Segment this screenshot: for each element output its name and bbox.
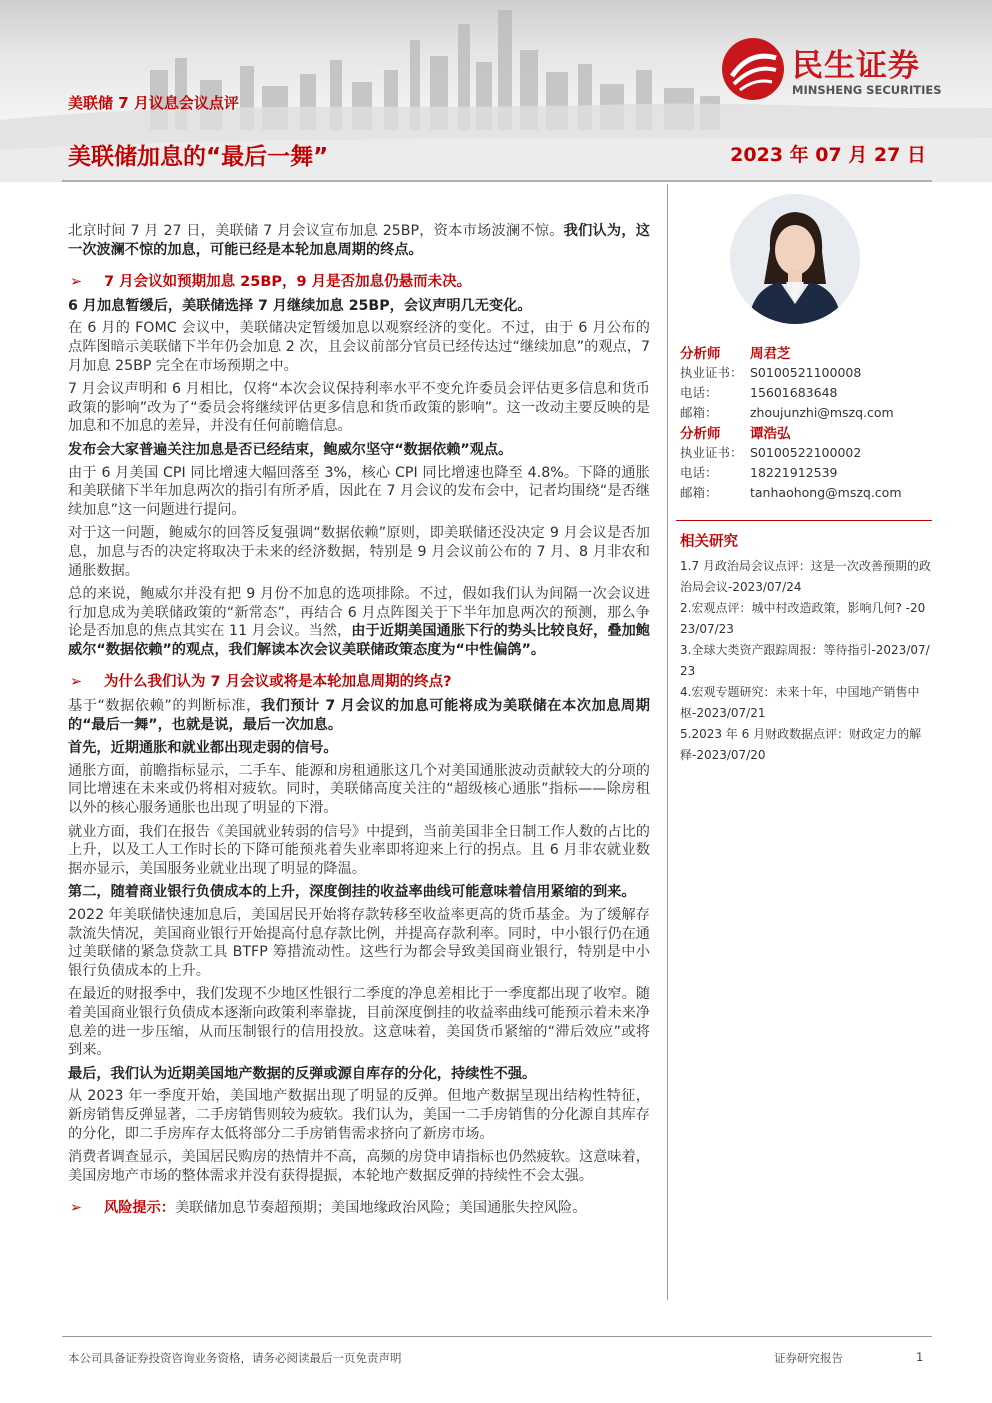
phone-number: 15601683648	[750, 384, 838, 400]
analyst-name: 周君芝	[750, 346, 791, 362]
series-title: 美联储 7 月议息会议点评	[68, 94, 239, 112]
logo-text-en: MINSHENG SECURITIES	[792, 83, 942, 97]
paragraph-2-4: 2022 年美联储快速加息后，美国居民开始将存款转移至收益率更高的货币基金。为了缓解存款流失情况，美国商业银行开始提高付息存款比例，并提高存款利率。同时，中小银行仍在通过美联储的紧急贷款工具 BTFP 筹措流动性。这些行为都会导致美国商业银行，特别是中小银行负债成本的上升。	[68, 907, 650, 979]
minsheng-logo	[720, 36, 960, 106]
report-date: 2023 年 07 月 27 日	[730, 144, 926, 166]
paragraph-2-6: 从 2023 年一季度开始，美国地产数据出现了明显的反弹。但地产数据呈现出结构性特征，新房销售反弹显著，二手房销售则较为疲软。我们认为，美国一二手房销售的分化源自其库存的分化，即二手房库存太低将部分二手房销售需求挤向了新房市场。	[68, 1088, 650, 1142]
risk-label: 风险提示：	[104, 1200, 175, 1217]
paragraph-1-3: 由于 6 月美国 CPI 同比增速大幅回落至 3%，核心 CPI 同比增速也降至 4.8%。下降的通胀和美联储下半年加息两次的指引有所矛盾，因此在 7 月会议的发布会中，记者均围绕“是否继续加息”这一问题进行提问。	[68, 464, 650, 518]
report-body	[68, 222, 650, 1218]
related-research-item[interactable]: 4.宏观专题研究：未来十年，中国地产销售中枢-2023/07/21	[680, 685, 920, 720]
subheading-2-2: 第二，随着商业银行负债成本的上升，深度倒挂的收益率曲线可能意味着信用紧缩的到来。	[68, 884, 636, 901]
subheading-2-1: 首先，近期通胀和就业都出现走弱的信号。	[68, 740, 338, 757]
license-label: 执业证书：	[680, 365, 743, 380]
report-title: 美联储加息的“最后一舞”	[68, 144, 329, 170]
related-research-item[interactable]: 2.宏观点评：城中村改造政策，影响几何? -2023/07/23	[680, 601, 926, 636]
related-research-title: 相关研究	[680, 534, 738, 550]
footer-rule	[62, 1336, 932, 1337]
email-address[interactable]: tanhaohong@mszq.com	[750, 484, 902, 500]
analyst-card-1	[680, 342, 894, 422]
section-title-2: 为什么我们认为 7 月会议或将是本轮加息周期的终点?	[104, 674, 452, 691]
paragraph-2-3: 就业方面，我们在报告《美国就业转弱的信号》中提到，当前美国非全日制工作人数的占比的上升，以及工人工作时长的下降可能预兆着失业率即将迎来上行的拐点。且 6 月非农就业数据亦显示，美国服务业就业出现了明显的降温。	[68, 823, 650, 877]
license-label: 执业证书：	[680, 445, 743, 460]
related-research-item[interactable]: 3.全球大类资产跟踪周报：等待指引-2023/07/23	[680, 643, 930, 678]
subheading-1-2: 发布会大家普遍关注加息是否已经结束，鲍威尔坚守“数据依赖”观点。	[68, 441, 513, 458]
paragraph-2-1-conclusion: 我们预计 7 月会议的加息可能将成为美联储在本次加息周期的“最后一舞”，也就是说，最后一次加息。	[68, 698, 650, 733]
paragraph-2-2: 通胀方面，前瞻指标显示，二手车、能源和房租通胀这几个对美国通胀波动贡献较大的分项的同比增速在未来或仍将相对疲软。同时，美联储高度关注的“超级核心通胀”指标——除房租以外的核心服务通胀也出现了明显的下滑。	[68, 762, 650, 817]
section-heading-1	[68, 273, 650, 292]
risk-text: 美联储加息节奏超预期；美国地缘政治风险；美国通胀失控风险。	[174, 1200, 587, 1217]
paragraph-1-5-text: 总的来说，鲍威尔并没有把 9 月份不加息的选项排除。不过，假如我们认为间隔一次会议进行加息成为美联储政策的“新常态”，再结合 6 月点阵图关于下半年加息两次的预测，那么争论是否加息的焦点其实在 11 月会议。当然，	[68, 586, 650, 640]
phone-label: 电话：	[680, 385, 718, 400]
email-label: 邮箱：	[680, 405, 718, 420]
subheading-1-1: 6 月加息暂缓后，美联储选择 7 月继续加息 25BP，会议声明几无变化。	[68, 297, 532, 314]
phone-label: 电话：	[680, 465, 718, 480]
section-heading-2	[68, 673, 650, 692]
analyst-portrait-image	[730, 194, 860, 324]
paragraph-2-1-text: 基于“数据依赖”的判断标准，	[68, 698, 261, 715]
header-rule	[62, 180, 932, 182]
email-address[interactable]: zhoujunzhi@mszq.com	[750, 404, 894, 420]
analyst-card-2	[680, 422, 902, 502]
license-number: S0100522100002	[750, 444, 862, 460]
intro-conclusion: 我们认为，这一次波澜不惊的加息，可能已经是本轮加息周期的终点。	[68, 223, 650, 258]
intro-paragraph	[68, 222, 650, 259]
license-number: S0100521100008	[750, 364, 862, 380]
paragraph-1-1: 在 6 月的 FOMC 会议中，美联储决定暂缓加息以观察经济的变化。不过，由于 6 月公布的点阵图暗示美联储下半年仍会加息 2 次，且会议前部分官员已经传达过“继续加息”的观点，7 月加息 25BP 完全在市场预期之中。	[68, 320, 650, 374]
analyst-photo	[730, 194, 860, 324]
related-research-rule	[676, 520, 932, 521]
analyst-role: 分析师	[680, 426, 721, 442]
risk-warning	[68, 1199, 650, 1218]
header-banner	[0, 0, 992, 182]
section-arrow-icon: ➢	[70, 674, 83, 691]
related-research-item[interactable]: 5.2023 年 6 月财政数据点评：财政定力的解释-2023/07/20	[680, 727, 922, 762]
minsheng-logo-icon	[720, 36, 786, 102]
phone-number: 18221912539	[750, 464, 838, 480]
paragraph-2-7: 消费者调查显示，美国居民购房的热情并不高，高频的房贷申请指标也仍然疲软。这意味着，美国房地产市场的整体需求并没有获得提振，本轮地产数据反弹的持续性不会太强。	[68, 1149, 650, 1184]
paragraph-1-5-conclusion: 由于近期美国通胀下行的势头比较良好，叠加鲍威尔“数据依赖”的观点，我们解读本次会议美联储政策态度为“中性偏鸽”。	[68, 623, 650, 658]
paragraph-2-1	[68, 697, 650, 734]
paragraph-1-4: 对于这一问题，鲍威尔的回答反复强调“数据依赖”原则，即美联储还没决定 9 月会议是否加息，加息与否的决定将取决于未来的经济数据，特别是 9 月会议前公布的 7 月、8 月非农和通胀数据。	[68, 525, 650, 579]
subheading-2-3: 最后，我们认为近期美国地产数据的反弹或源自库存的分化，持续性不强。	[68, 1065, 537, 1082]
column-divider	[667, 184, 668, 1300]
section-arrow-icon: ➢	[70, 274, 83, 291]
related-research-list	[680, 556, 932, 766]
email-label: 邮箱：	[680, 485, 718, 500]
paragraph-1-5	[68, 585, 650, 659]
footer-report-label: 证券研究报告	[774, 1351, 843, 1365]
footer-disclaimer: 本公司具备证券投资咨询业务资格，请务必阅读最后一页免责声明	[68, 1351, 402, 1365]
analyst-name: 谭浩弘	[750, 426, 791, 442]
analyst-role: 分析师	[680, 346, 721, 362]
related-research-item[interactable]: 1.7 月政治局会议点评：这是一次改善预期的政治局会议-2023/07/24	[680, 559, 931, 594]
logo-text-cn: 民生证券	[792, 48, 920, 84]
section-arrow-icon: ➢	[70, 1200, 82, 1217]
paragraph-1-2: 7 月会议声明和 6 月相比，仅将“本次会议保持利率水平不变允许委员会评估更多信息和货币政策的影响”改为了“委员会将继续评估更多信息和货币政策的影响”。这一改动主要反映的是加息和不加息的差异，并没有任何前瞻信息。	[68, 381, 650, 435]
section-title-1: 7 月会议如预期加息 25BP，9 月是否加息仍悬而未决。	[104, 274, 472, 291]
page-number: 1	[916, 1350, 924, 1364]
intro-text: 北京时间 7 月 27 日，美联储 7 月会议宣布加息 25BP，资本市场波澜不惊。	[68, 223, 564, 239]
paragraph-2-5: 在最近的财报季中，我们发现不少地区性银行二季度的净息差相比于一季度都出现了收窄。随着美国商业银行负债成本逐渐向政策利率靠拢，目前深度倒挂的收益率曲线可能预示着未来净息差的进一步压缩，从而压制银行的信用投放。这意味着，美国货币紧缩的“滞后效应”或将到来。	[68, 986, 650, 1059]
